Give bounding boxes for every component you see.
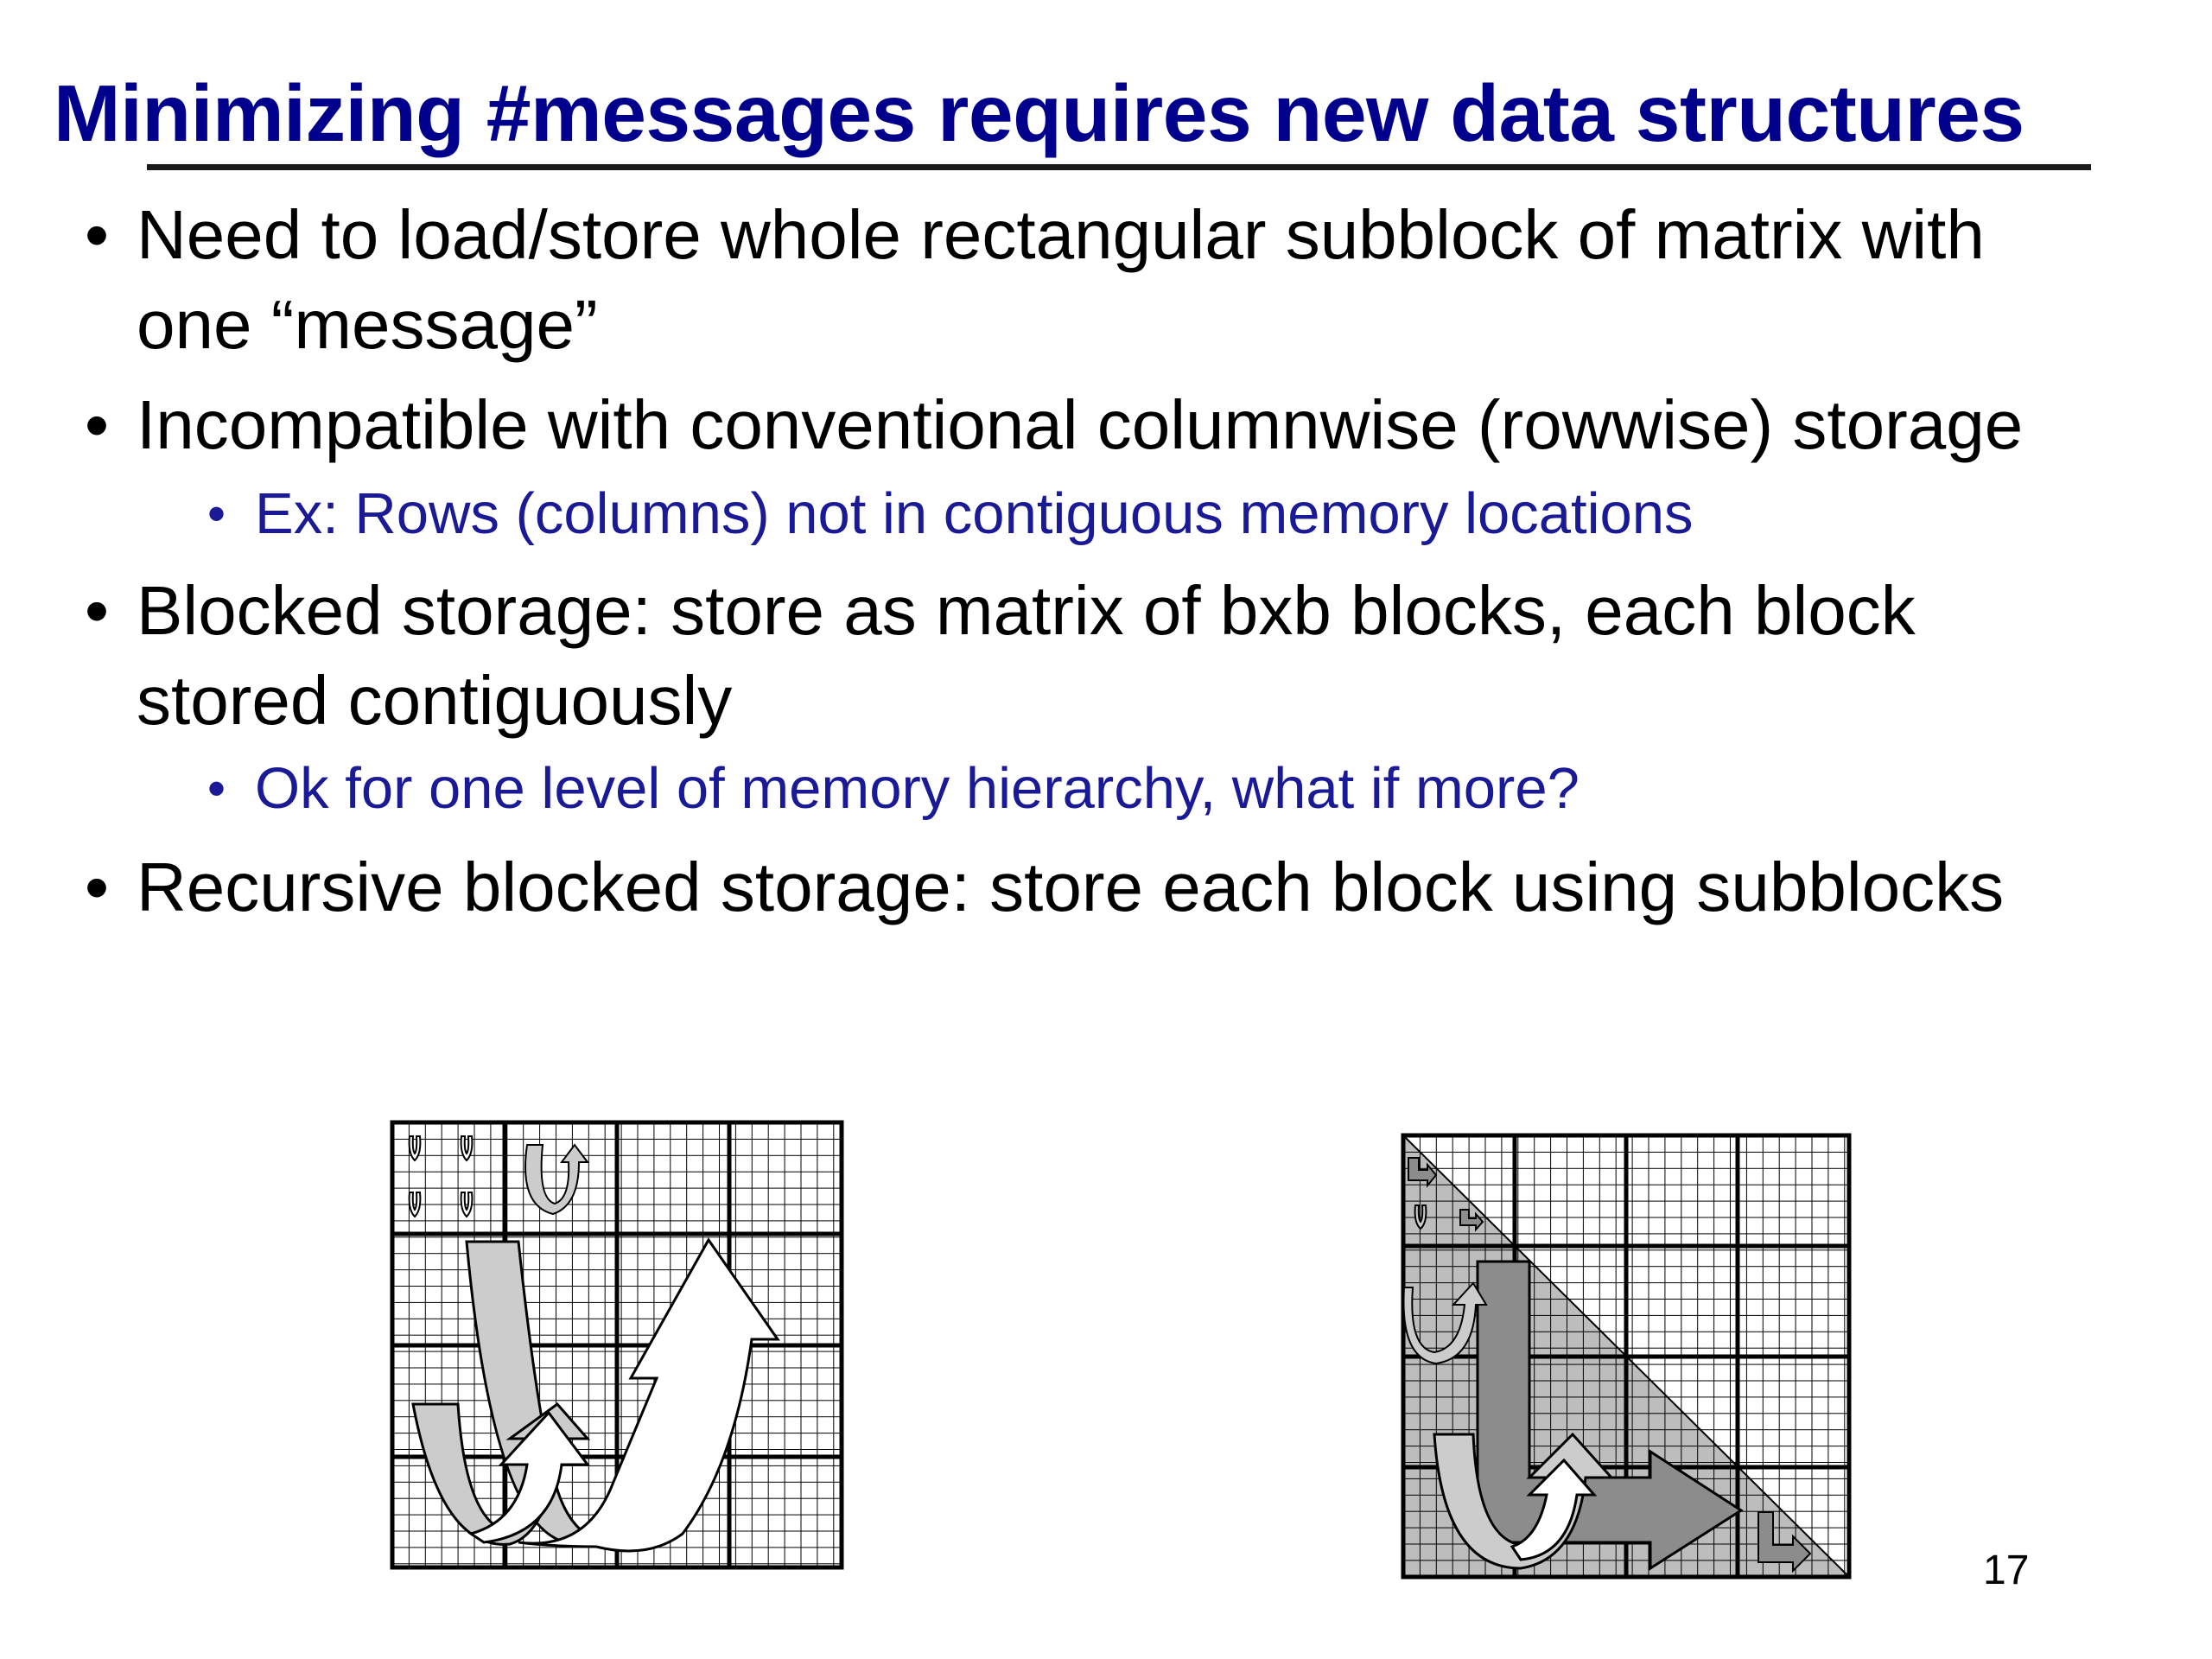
recursive-triangular-layout-diagram (1400, 1132, 1858, 1590)
slide-title: Minimizing #messages requires new data structures (54, 68, 2024, 158)
bullet-marker: • (85, 572, 110, 649)
bullet-line: one “message” (137, 286, 598, 363)
bullet-marker: • (85, 849, 110, 925)
title-underline (147, 164, 2091, 170)
sub-bullet-item (207, 754, 2156, 823)
bullet-item (85, 380, 2150, 470)
bullet-item (85, 566, 2150, 746)
bullet-item (85, 190, 2150, 370)
page-number: 17 (1983, 1548, 2030, 1593)
bullet-item (85, 842, 2150, 932)
bullet-line: Need to load/store whole rectangular subblock of matrix with (137, 196, 1985, 273)
bullet-line: Incompatible with conventional columnwise (rowwise) storage (137, 386, 2024, 463)
sub-bullet-item (207, 480, 2156, 549)
bullet-marker: • (85, 196, 110, 273)
bullet-marker: • (85, 386, 110, 463)
bullet-line: Ex: Rows (columns) not in contiguous memory locations (255, 481, 1694, 546)
bullet-line: Ok for one level of memory hierarchy, what if more? (255, 756, 1580, 821)
bullet-line: stored contiguously (137, 662, 733, 739)
bullet-marker: • (207, 760, 226, 817)
bullet-line: Blocked storage: store as matrix of bxb blocks, each block (137, 572, 1916, 649)
bullet-marker: • (207, 485, 226, 543)
bullet-line: Recursive blocked storage: store each block using subblocks (137, 849, 2005, 925)
recursive-blocked-layout-diagram (389, 1119, 847, 1573)
